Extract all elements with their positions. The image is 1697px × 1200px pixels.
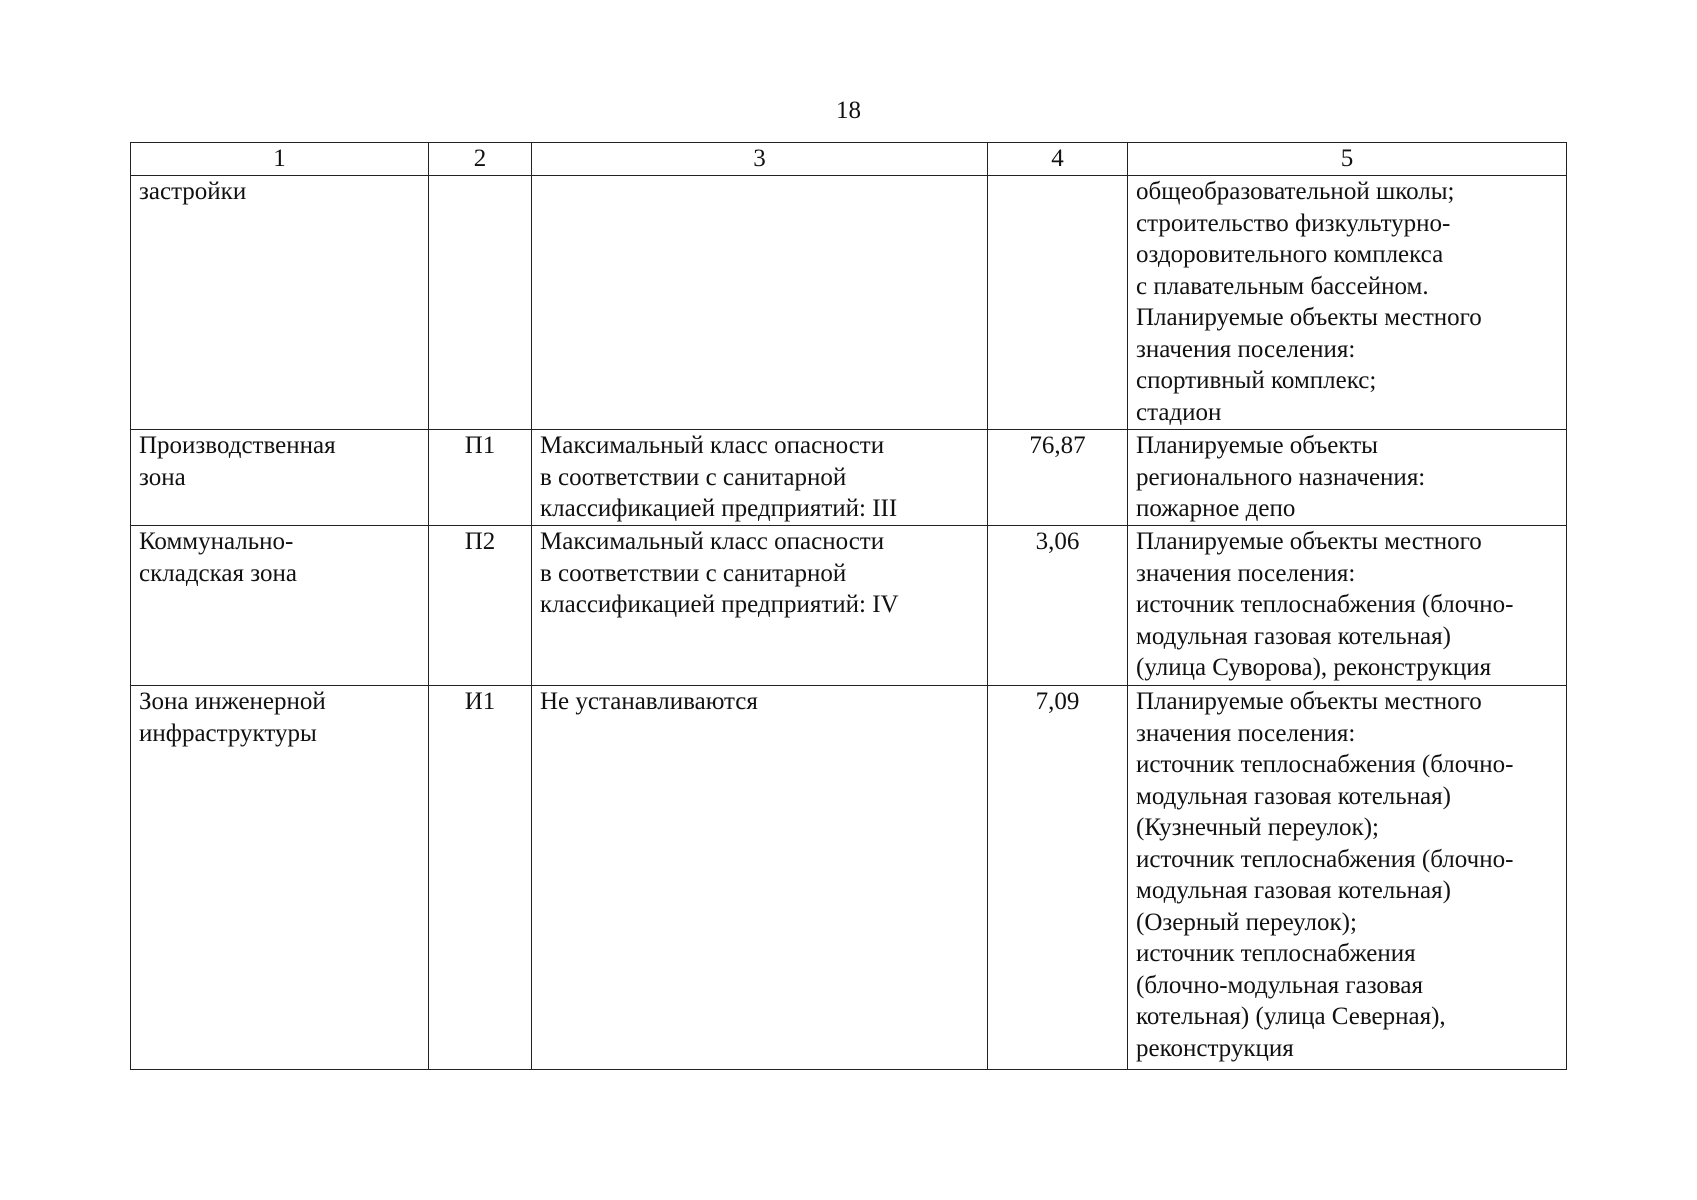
area-cell: 3,06: [988, 526, 1128, 686]
header-cell: 4: [988, 143, 1128, 176]
header-cell: 2: [429, 143, 532, 176]
table-row: [131, 430, 1567, 526]
planned-object-line: общеобразовательной школы;: [1136, 178, 1455, 205]
zone-name-line: Коммунально-: [139, 528, 294, 555]
planned-object-line: Планируемые объекты: [1136, 432, 1378, 459]
planned-object-line: с плавательным бассейном.: [1136, 272, 1429, 300]
header-cell: 3: [532, 143, 988, 176]
planned-object-line: модульная газовая котельная): [1136, 782, 1451, 810]
zone-code-cell: И1: [429, 686, 532, 1070]
planned-object-line: источник теплоснабжения (блочно-: [1136, 845, 1514, 873]
area-cell: 76,87: [988, 430, 1128, 526]
planned-objects-cell: [1128, 526, 1567, 686]
table-row: [131, 176, 1567, 430]
planned-object-line: пожарное депо: [1136, 495, 1296, 522]
header-cell: 1: [131, 143, 429, 176]
planned-object-line: стадион: [1136, 398, 1222, 426]
planned-object-line: (Озерный переулок);: [1136, 908, 1357, 936]
zone-name-line: инфраструктуры: [139, 719, 317, 747]
table-body: [131, 176, 1567, 1070]
planned-objects-cell: [1128, 176, 1567, 430]
zone-code-cell: П1: [429, 430, 532, 526]
planned-object-line: Планируемые объекты местного: [1136, 528, 1482, 555]
zone-code-cell: [429, 176, 532, 430]
planned-object-line: Планируемые объекты местного: [1136, 688, 1482, 715]
requirement-line: классификацией предприятий: IV: [540, 591, 899, 618]
zone-name-cell: [131, 176, 429, 430]
zone-name-cell: [131, 686, 429, 1070]
planned-object-line: модульная газовая котельная): [1136, 622, 1451, 650]
zone-name-cell: [131, 430, 429, 526]
requirement-cell: [532, 176, 988, 430]
planned-object-line: модульная газовая котельная): [1136, 877, 1451, 904]
zone-name-line: зона: [139, 463, 186, 491]
planned-object-line: реконструкция: [1136, 1034, 1294, 1062]
planned-object-line: источник теплоснабжения: [1136, 940, 1416, 967]
requirement-line: в соответствии с санитарной: [540, 559, 847, 587]
header-cell: 5: [1128, 143, 1567, 176]
page-number: 18: [836, 97, 861, 124]
planned-object-line: (блочно-модульная газовая: [1136, 971, 1423, 999]
requirement-line: Не устанавливаются: [540, 688, 758, 715]
header-row: [131, 143, 1567, 176]
requirement-line: Максимальный класс опасности: [540, 432, 885, 459]
planned-object-line: регионального назначения:: [1136, 463, 1426, 491]
requirement-cell: [532, 686, 988, 1070]
zone-name-line: застройки: [139, 178, 247, 205]
area-cell: [988, 176, 1128, 430]
planned-object-line: котельная) (улица Северная),: [1136, 1003, 1446, 1030]
planned-object-line: Планируемые объекты местного: [1136, 304, 1482, 331]
zone-name-line: Зона инженерной: [139, 688, 326, 715]
table-row: [131, 526, 1567, 686]
table-row: [131, 686, 1567, 1070]
zone-name-line: складская зона: [139, 559, 297, 587]
planned-object-line: оздоровительного комплекса: [1136, 241, 1444, 268]
planned-object-line: источник теплоснабжения (блочно-: [1136, 751, 1514, 778]
zone-name-cell: [131, 526, 429, 686]
requirement-line: Максимальный класс опасности: [540, 528, 885, 555]
requirement-cell: [532, 526, 988, 686]
planned-object-line: значения поселения:: [1136, 335, 1356, 363]
planned-object-line: (Кузнечный переулок);: [1136, 814, 1379, 841]
planned-objects-cell: [1128, 686, 1567, 1070]
planned-object-line: значения поселения:: [1136, 559, 1356, 587]
zone-name-line: Производственная: [139, 432, 336, 459]
planned-object-line: источник теплоснабжения (блочно-: [1136, 591, 1514, 618]
area-cell: 7,09: [988, 686, 1128, 1070]
planned-object-line: (улица Суворова), реконструкция: [1136, 654, 1492, 681]
requirement-cell: [532, 430, 988, 526]
zones-table: [130, 142, 1567, 1070]
planned-object-line: спортивный комплекс;: [1136, 367, 1377, 394]
planned-object-line: значения поселения:: [1136, 719, 1356, 747]
table-header: [131, 143, 1567, 176]
planned-object-line: строительство физкультурно-: [1136, 209, 1451, 237]
requirement-line: в соответствии с санитарной: [540, 463, 847, 491]
zone-code-cell: П2: [429, 526, 532, 686]
requirement-line: классификацией предприятий: III: [540, 495, 898, 522]
planned-objects-cell: [1128, 430, 1567, 526]
